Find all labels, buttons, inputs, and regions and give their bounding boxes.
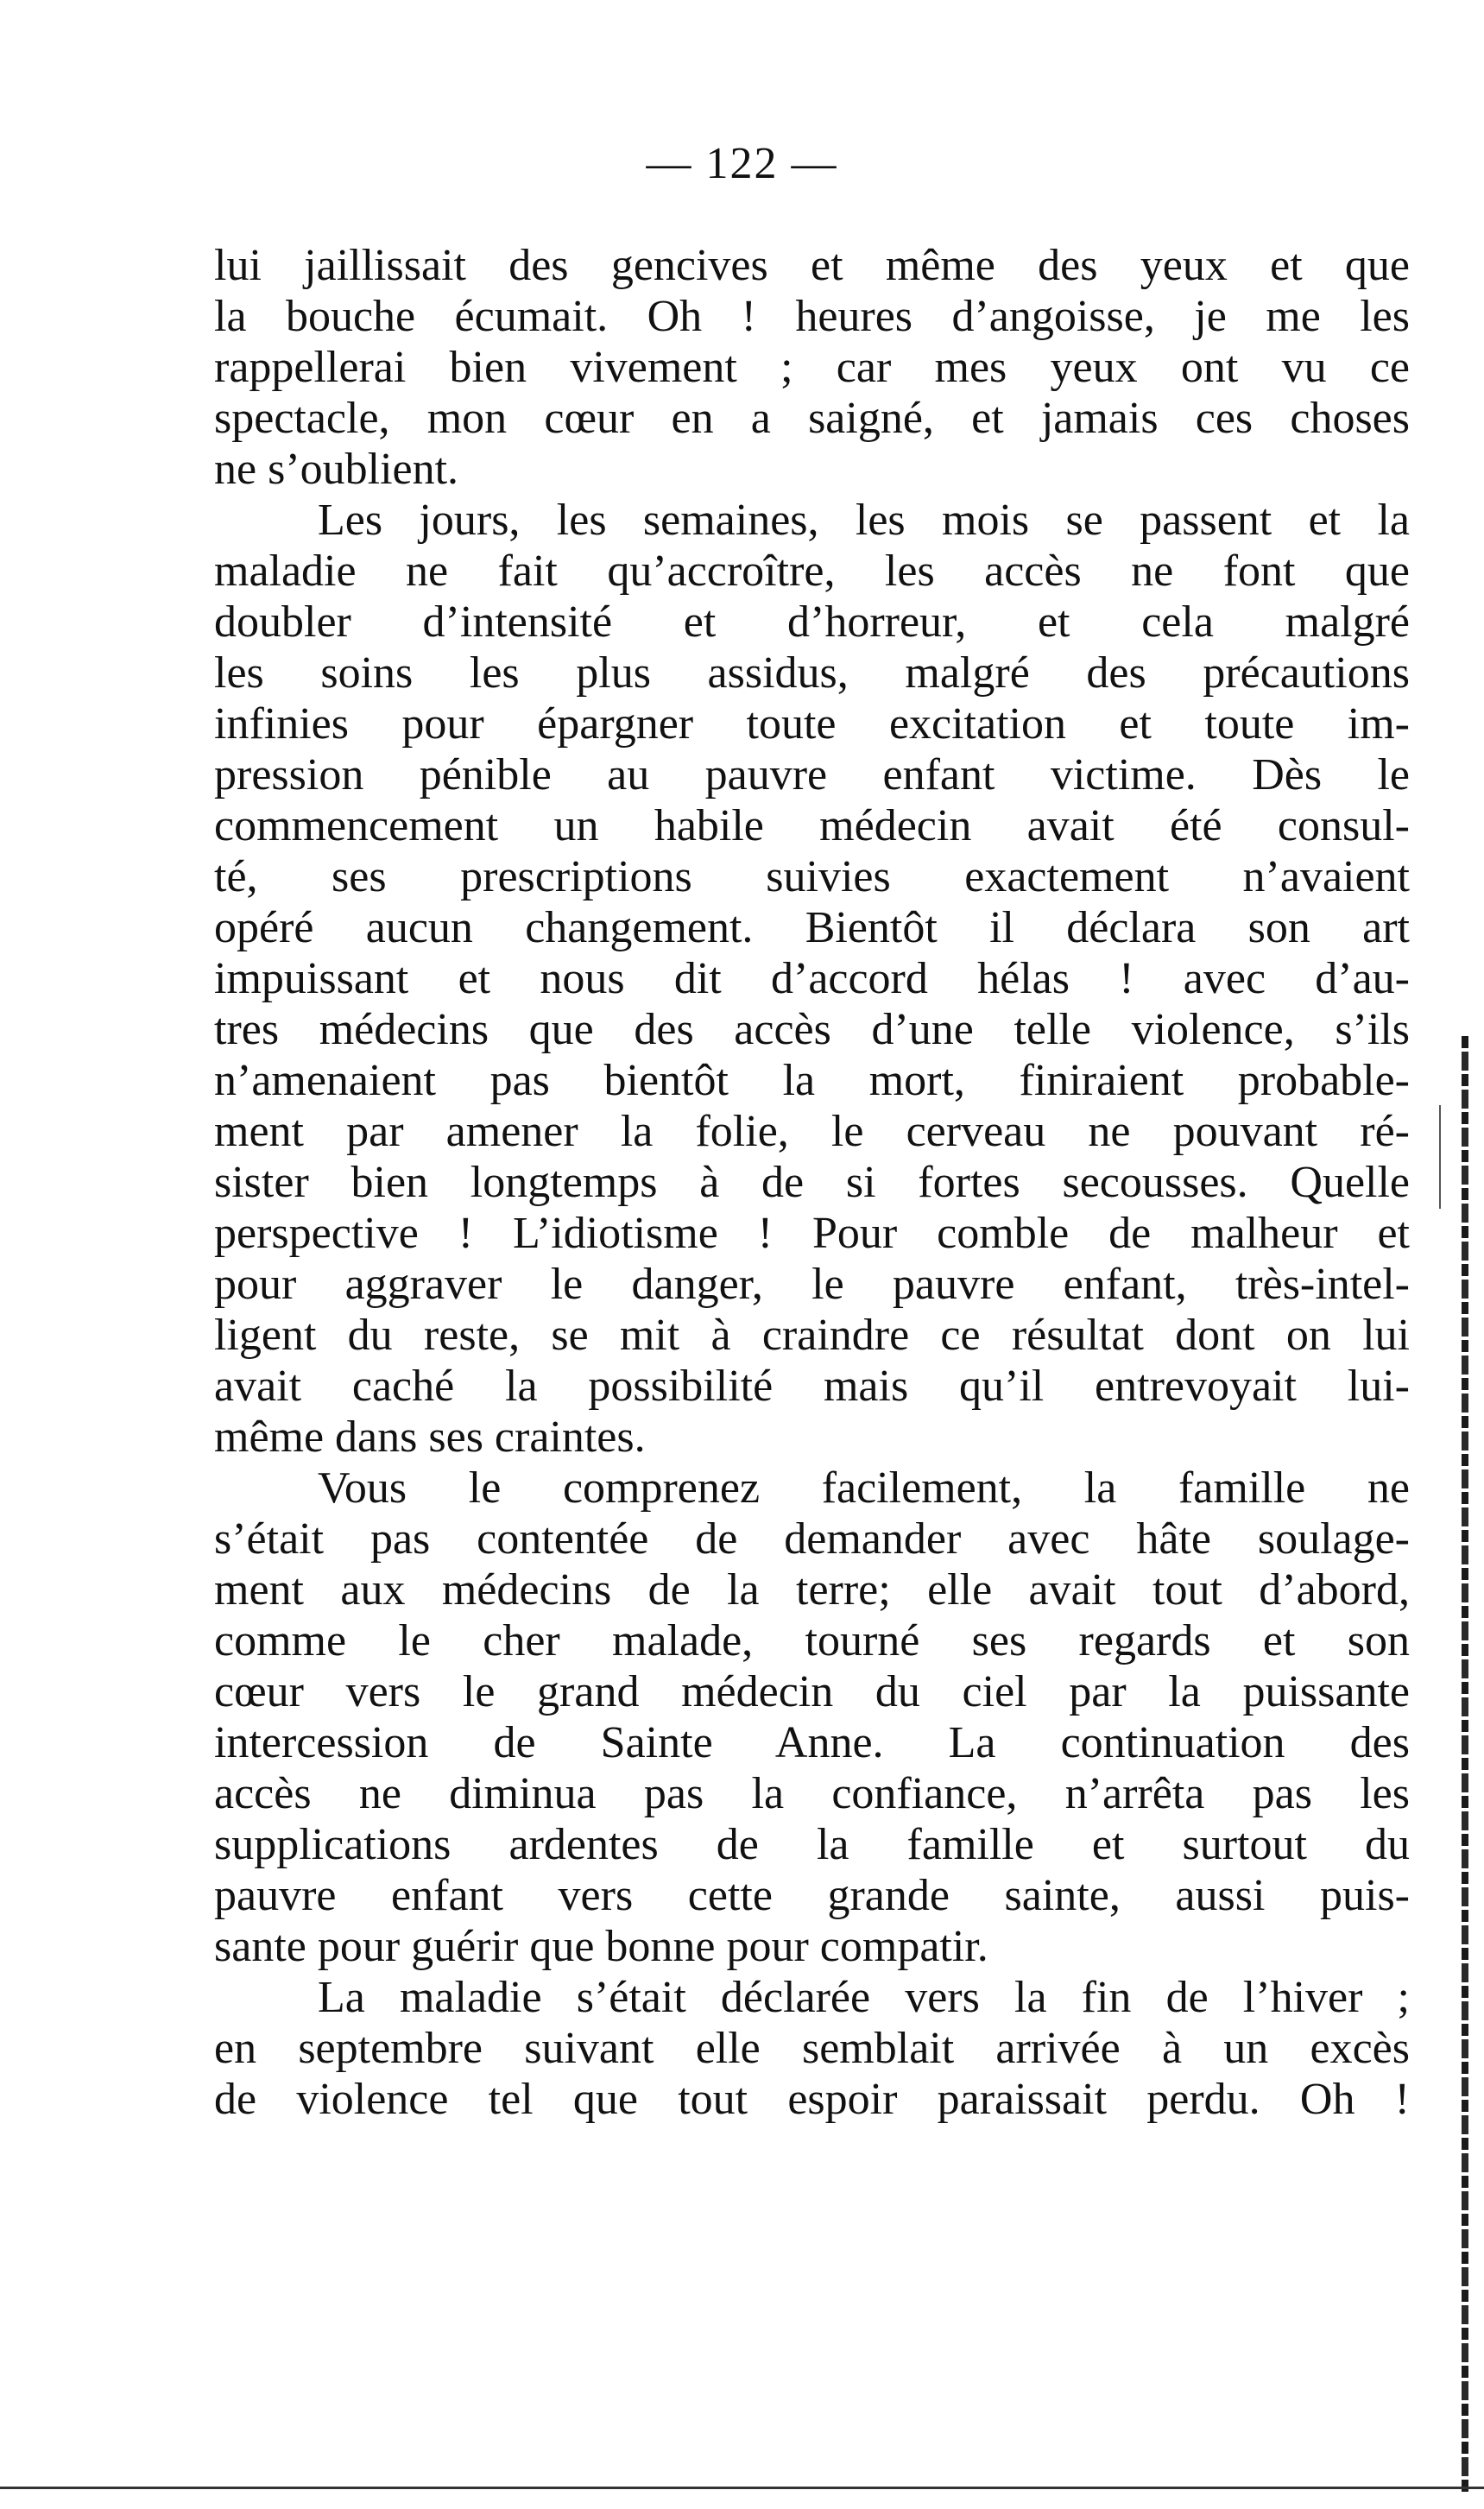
text-line: lui jaillissait des gencives et même des yeux et que	[214, 241, 1410, 290]
text-line: maladie ne fait qu’accroître, les accès ne font que	[214, 547, 1410, 596]
text-line: sister bien longtemps à de si fortes secousses. Quelle	[214, 1158, 1410, 1207]
text-line: Les jours, les semaines, les mois se passent et la	[318, 496, 1410, 545]
text-line: la bouche écumait. Oh ! heures d’angoisse, je me les	[214, 292, 1410, 341]
text-line: cœur vers le grand médecin du ciel par la puissante	[214, 1667, 1410, 1716]
page-edge-line	[1439, 1105, 1441, 1209]
text-line: opéré aucun changement. Bientôt il déclara son art	[214, 903, 1410, 952]
text-line: La maladie s’était déclarée vers la fin de l’hiver ;	[318, 1973, 1410, 2022]
text-line: perspective ! L’idiotisme ! Pour comble de malheur et	[214, 1209, 1410, 1258]
text-line: commencement un habile médecin avait été consul-	[214, 801, 1410, 850]
text-line: en septembre suivant elle semblait arrivée à un excès	[214, 2024, 1410, 2073]
text-line: pression pénible au pauvre enfant victime. Dès le	[214, 750, 1410, 799]
text-line: ment aux médecins de la terre; elle avait tout d’abord,	[214, 1565, 1410, 1615]
text-line: avait caché la possibilité mais qu’il entrevoyait lui-	[214, 1362, 1410, 1411]
text-line: de violence tel que tout espoir paraissait perdu. Oh !	[214, 2075, 1410, 2124]
text-line: pour aggraver le danger, le pauvre enfant, très-intel-	[214, 1260, 1410, 1309]
bottom-rule	[0, 2487, 1484, 2489]
text-line: ne s’oublient.	[214, 445, 459, 494]
page-number: — 122 —	[646, 139, 838, 188]
text-line: comme le cher malade, tourné ses regards et son	[214, 1616, 1410, 1665]
text-line: ligent du reste, se mit à craindre ce résultat dont on lui	[214, 1311, 1410, 1360]
text-line: les soins les plus assidus, malgré des précautions	[214, 648, 1410, 698]
text-line: rappellerai bien vivement ; car mes yeux ont vu ce	[214, 343, 1410, 392]
text-line: intercession de Sainte Anne. La continuation des	[214, 1718, 1410, 1767]
text-line: accès ne diminua pas la confiance, n’arrêta pas les	[214, 1769, 1410, 1818]
text-line: té, ses prescriptions suivies exactement n’avaient	[214, 852, 1410, 901]
text-line: même dans ses craintes.	[214, 1412, 646, 1462]
text-line: spectacle, mon cœur en a saigné, et jamais ces choses	[214, 394, 1410, 443]
text-line: n’amenaient pas bientôt la mort, finiraient probable-	[214, 1056, 1410, 1105]
body-text	[214, 240, 1410, 2125]
text-line: Vous le comprenez facilement, la famille ne	[318, 1463, 1410, 1513]
page-edge-mark	[1462, 1036, 1468, 2495]
text-line: pauvre enfant vers cette grande sainte, aussi puis-	[214, 1871, 1410, 1920]
text-line: ment par amener la folie, le cerveau ne pouvant ré-	[214, 1107, 1410, 1156]
text-line: impuissant et nous dit d’accord hélas ! avec d’au-	[214, 954, 1410, 1003]
text-line: supplications ardentes de la famille et surtout du	[214, 1820, 1410, 1869]
text-line: tres médecins que des accès d’une telle violence, s’ils	[214, 1005, 1410, 1054]
text-line: sante pour guérir que bonne pour compatir.	[214, 1922, 988, 1971]
text-line: infinies pour épargner toute excitation et toute im-	[214, 699, 1410, 749]
text-line: s’était pas contentée de demander avec hâte soulage-	[214, 1514, 1410, 1564]
text-line: doubler d’intensité et d’horreur, et cela malgré	[214, 597, 1410, 647]
